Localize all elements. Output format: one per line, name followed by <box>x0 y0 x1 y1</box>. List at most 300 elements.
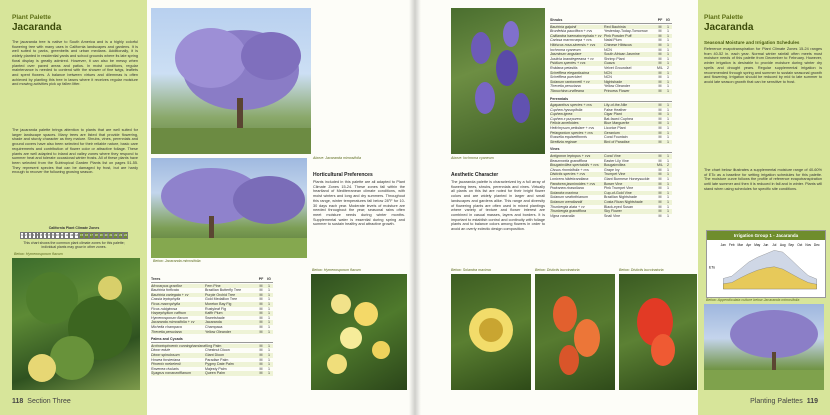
ig-value: 1 <box>667 116 669 121</box>
ig-value: 1 <box>667 135 669 140</box>
month-tick-label: Sep <box>788 243 795 247</box>
zone-cell: 17 <box>89 234 93 237</box>
pf-value: M <box>658 181 662 186</box>
trees-header-row <box>151 277 273 283</box>
pf-value: M <box>658 84 662 89</box>
photo-caption: Below: Distictis buccinatoria <box>535 268 580 272</box>
aesthetic-heading: Aesthetic Character <box>451 172 499 178</box>
pf-value: M <box>658 186 662 191</box>
common-name: King Palm <box>205 343 222 348</box>
shrubs-heading: Shrubs <box>550 18 563 22</box>
common-name: Cup-of-Gold Vine <box>604 190 632 195</box>
perennials-heading: Perennials <box>550 96 569 101</box>
trees-rows <box>151 284 273 335</box>
botanical-name: Psidium species + cvs <box>550 61 586 66</box>
ig-value: 1 <box>667 112 669 117</box>
distictis-photo-1 <box>535 274 615 390</box>
ig-value: 1 <box>667 84 669 89</box>
ig-value: 1 <box>268 288 270 293</box>
ig-value: 1 <box>268 301 270 306</box>
botanical-name: Cissus rhombifolia + cvs <box>550 167 589 172</box>
pf-value: M/L <box>657 163 663 168</box>
pf-value: M <box>259 315 263 320</box>
ig-value: 1 <box>667 154 669 159</box>
pf-value: M <box>259 329 263 334</box>
botanical-name: Distictis species + cvs <box>550 172 586 177</box>
botanical-name: Vigna caracalla <box>550 213 575 218</box>
ig-value: 1 <box>268 311 270 316</box>
common-name: Champaca <box>205 324 223 329</box>
col-ig: IG <box>267 277 271 281</box>
botanical-name: Hymenosporum flavum <box>151 315 188 320</box>
irrigation-heading: Seasonal Moisture and Irrigation Schedules <box>704 40 800 45</box>
ig-value: 1 <box>667 167 669 172</box>
jacaranda-photo-1-svg <box>151 8 311 154</box>
pf-value: M <box>259 348 263 353</box>
ig-value: 1 <box>667 195 669 200</box>
ig-value: 1 <box>268 352 270 357</box>
botanical-name: Hibiscus rosa-sinensis + cvs <box>550 42 596 47</box>
pf-value: M <box>658 213 662 218</box>
common-name: Nightshade <box>604 79 623 84</box>
pf-value: M <box>658 204 662 209</box>
band-label: Plant Palette <box>704 14 744 21</box>
pf-value: M <box>259 292 263 297</box>
col-pf: PF <box>657 18 663 22</box>
zones-caption: California Plant Climate Zones <box>48 226 100 230</box>
pf-value: M <box>658 116 662 121</box>
jacaranda-photo-2-svg <box>151 158 307 258</box>
pf-value: M <box>658 103 662 108</box>
month-tick-label: Oct <box>797 243 803 247</box>
ig-value: 1 <box>667 130 669 135</box>
common-name: Chinese Hibiscus <box>604 42 632 47</box>
botanical-name: Felicia amelloides <box>550 121 579 126</box>
zone-cell: 9 <box>52 234 54 237</box>
common-name: Coral Fountain <box>604 135 628 140</box>
ig-value: 2 <box>667 163 669 168</box>
common-name: Brazilian Nightshade <box>604 195 637 200</box>
ig-value: 1 <box>667 177 669 181</box>
pf-value: M <box>658 177 662 181</box>
common-name: Natal Plum <box>604 38 622 43</box>
distictis-photo-1-svg <box>535 274 615 390</box>
palms-header-row <box>151 337 273 343</box>
col-ig: IG <box>666 18 670 22</box>
intro-paragraph-2: The jacaranda palette brings attention to plants that are well suited for larger landscape spaces. Many trees are listed that provide flowering, shade and sturdy character as they mature. Shrubs, vines, perennials and ground covers have also been selected for their reliable nature, basic care requirements and contribution of flower color or attractive foliage. These plants are well adapted to inland and valley zones where they respond to summer heat and tolerate occasional winter frosts. All of these plants have been selected from the Subtropical Garden Plants list on pages 51-55. They represent species that can be damaged by frost, but are hardy enough to recover the following growing season. <box>12 128 138 175</box>
aesthetic-text: The jacaranda palette is characterized by a full array of flowering trees, shrubs, perennials and vines. Virtually all plants on this list are noted for their bright flower colors and are widely planted in larger and small landscapes and gardens alike. This range and diversity of flowering plants are often used in mixed plantings where variety of texture and flower interest are combined in casual masses, layers and borders. It is important to establish control and continuity with foliage plants and to balance colors among flowers in order to avoid an overly eclectic design composition. <box>451 180 545 232</box>
common-name: Purple Orchid Tree <box>205 292 236 297</box>
ig-value: 1 <box>667 33 669 38</box>
chart-title: Irrigation Group 1 - Jacaranda <box>707 231 825 240</box>
zone-cell: 14 <box>75 234 79 237</box>
ig-value: 1 <box>667 209 669 214</box>
common-name: Red Bauhinia <box>604 24 626 29</box>
common-name: Pink Trumpet Vine <box>604 186 634 191</box>
ig-value: 1 <box>268 357 270 362</box>
zone-cell: 11 <box>60 234 64 237</box>
common-name: Pygmy Date Palm <box>205 362 234 367</box>
botanical-name: Harpephyllum caffrum <box>151 311 187 316</box>
botanical-name: Tibouchina urvilleana <box>550 88 584 93</box>
month-tick-label: Apr <box>746 243 752 247</box>
irrigation-chart-svg <box>707 240 825 297</box>
ig-value: 1 <box>667 190 669 195</box>
left-page-number: 118 <box>12 398 24 405</box>
pf-value: M/L <box>657 65 663 70</box>
common-name: Coral Vine <box>604 154 621 159</box>
ig-value: 1 <box>268 343 270 348</box>
pf-value: M <box>259 320 263 325</box>
vines-heading: Vines <box>550 147 560 152</box>
plant-row <box>550 214 672 219</box>
col-pf: PF <box>258 277 264 281</box>
zone-cell: 10 <box>55 234 59 237</box>
common-name: Geranium <box>604 130 620 135</box>
common-name: Easter Lily Vine <box>604 158 629 163</box>
ig-value: 1 <box>268 348 270 353</box>
month-tick-label: Aug <box>779 243 786 247</box>
trees-table <box>151 277 273 376</box>
ig-value: 1 <box>268 320 270 325</box>
pf-value: M <box>658 107 662 112</box>
botanical-name: Solandra maxima <box>550 190 578 195</box>
zone-cell: 19 <box>99 234 103 237</box>
common-name: Queen Palm <box>205 371 225 376</box>
ig-value: 1 <box>667 199 669 204</box>
common-name: Majesty Palm <box>205 366 227 371</box>
botanical-name: Howea forsteriana <box>151 357 181 362</box>
botanical-name: Solanum wendlandii <box>550 199 583 204</box>
pf-value: M <box>658 79 662 84</box>
botanical-name: Ficus macrophylla <box>151 301 180 306</box>
pf-value: M <box>658 61 662 66</box>
common-name: Black-eyed Susan <box>604 204 633 209</box>
ig-value: 1 <box>667 75 669 80</box>
photo-caption: Below: Solandra maxima <box>451 268 491 272</box>
botanical-name: Bauhinia galpinii <box>550 24 577 29</box>
botanical-name: Schefflera elegantissima <box>550 70 590 75</box>
pf-value: M <box>658 126 662 131</box>
jacaranda-photo-3-svg <box>704 304 824 390</box>
pf-value: M <box>259 362 263 367</box>
common-name: Chestnut Dioon <box>205 348 230 353</box>
pf-value: M <box>658 24 662 29</box>
common-name: Kaffir Plum <box>205 311 223 316</box>
pf-value: M <box>658 135 662 140</box>
ig-value: 1 <box>667 52 669 57</box>
ig-value: 1 <box>667 88 669 93</box>
pf-value: M <box>259 352 263 357</box>
vines-rows <box>550 154 672 218</box>
common-name: Grape Ivy <box>604 167 620 172</box>
botanical-name: Dioon edule <box>151 348 171 353</box>
zone-cell: 12 <box>65 234 69 237</box>
shrubs-header-row <box>550 18 672 24</box>
pf-value: M <box>658 38 662 43</box>
common-name: Giant Dioon <box>205 352 224 357</box>
common-name: Shrimp Plant <box>604 56 625 61</box>
perennials-header-row <box>550 97 672 103</box>
botanical-name: Ficus rubiginosa <box>151 306 178 311</box>
common-name: Trumpet Vine <box>604 172 626 177</box>
botanical-name: Cassia leptophylla <box>151 297 181 302</box>
zone-cell: 5 <box>36 234 39 237</box>
ig-value: 1 <box>667 79 669 84</box>
month-tick-label: Jun <box>763 243 769 247</box>
ig-value: 1 <box>667 126 669 131</box>
botanical-name: Bougainvillea spectabilis + cvs <box>550 163 599 168</box>
common-name: Bat-faced Cuphea <box>604 116 633 121</box>
common-name: South African Jasmine <box>604 52 640 57</box>
ig-value: 2 <box>667 65 669 70</box>
zone-cell: 1 <box>21 234 23 237</box>
pf-value: M <box>658 139 662 144</box>
common-name: Licorice Plant <box>604 126 626 131</box>
common-name: Yellow Oleander <box>604 84 631 89</box>
ig-value: 1 <box>667 29 669 34</box>
ig-value: 1 <box>667 103 669 108</box>
common-name: Yellow Oleander <box>205 329 232 334</box>
left-section-name: Section Three <box>27 398 71 405</box>
jacaranda-photo-3 <box>704 304 824 390</box>
right-page-number: 119 <box>806 398 818 405</box>
pf-value: M <box>259 366 263 371</box>
distictis-photo-2 <box>619 274 697 390</box>
pf-value: M <box>658 167 662 172</box>
shrubs-rows <box>550 25 672 94</box>
botanical-name: Thunbergia alata + cv <box>550 204 585 209</box>
pf-value: M <box>259 301 263 306</box>
common-name: Velvet Groundsel <box>604 65 632 70</box>
botanical-name: Calliandra haematocephala + cv <box>550 33 602 38</box>
common-name: False Heather <box>604 107 627 112</box>
botanical-name: Thunbergia grandiflora <box>550 209 587 214</box>
ig-value: 1 <box>667 139 669 144</box>
ig-value: 1 <box>268 315 270 320</box>
solandra-photo-svg <box>451 274 531 390</box>
month-tick-label: Dec <box>813 243 820 247</box>
hymenosporum-flower-photo <box>311 274 407 390</box>
month-tick-label: Jul <box>772 243 777 247</box>
botanical-name: Archontophoenix cunninghamiana <box>151 343 205 348</box>
band-label: Plant Palette <box>12 14 52 21</box>
band-title: Jacaranda <box>12 22 62 33</box>
common-name: Guava <box>604 61 615 66</box>
common-name: Fern Pine <box>205 283 221 288</box>
ig-value: 1 <box>667 70 669 75</box>
shrubs-table <box>550 18 672 218</box>
pf-value: M <box>658 199 662 204</box>
pf-value: M <box>658 42 662 47</box>
pf-value: M <box>658 130 662 135</box>
botanical-name: Lonicera hildebrandiana <box>550 177 589 181</box>
hymenosporum-photo-svg <box>12 258 140 390</box>
botanical-name: Syagrus romanzoffianum <box>151 371 191 376</box>
botanical-name: Michelia champaca <box>151 324 182 329</box>
pf-value: M <box>658 195 662 200</box>
botanical-name: Dioon spinulosum <box>151 352 180 357</box>
pf-value: M <box>259 288 263 293</box>
common-name: NCN <box>604 70 612 75</box>
common-name: Bougainvillea <box>604 163 626 168</box>
botanical-name: Cuphea hyssopifolia <box>550 107 583 112</box>
zone-cell: 18 <box>94 234 98 237</box>
botanical-name: Solanum seaforthianum <box>550 195 588 200</box>
series-label: ETo <box>709 265 716 270</box>
month-tick-label: Mar <box>737 243 743 247</box>
photo-caption: Above: Iochroma cyaneum <box>451 156 494 160</box>
botanical-name: Brunfelsia pauciflora + cvs <box>550 29 593 34</box>
ig-value: 1 <box>667 204 669 209</box>
ig-value: 1 <box>268 324 270 329</box>
pf-value: M <box>658 75 662 80</box>
common-name: Bird of Paradise <box>604 139 630 144</box>
zone-cell: 22 <box>114 234 118 237</box>
ig-value: 1 <box>268 283 270 288</box>
common-name: Brazilian Butterfly Tree <box>205 288 242 293</box>
botanical-name: Pandorea jasminoides + cvs <box>550 181 596 186</box>
common-name: Moreton Bay Fig <box>205 301 232 306</box>
horticultural-heading: Horticultural Preferences <box>313 172 373 178</box>
intro-paragraph-1: The jacaranda tree is native to South America and is a highly colorful flowering tree with many uses in California landscapes and gardens. It is well suited to parks, greenbelts and urban medians. Additionally, it is widely planted in residential yards and school grounds where its late spring floral display is greatly admired. However, it can also be messy when planted over paved areas and patios. In moist conditions, regular maintenance is needed to contend with the shower of fine twigs, leaflets and spent flowers. A balance between virtues and dilemmas is often achieved by planting this tree in lawns where it receives regular moisture and mowing activities pick up fallen litter. <box>12 40 138 87</box>
botanical-name: Bauhinia variegata + cv <box>151 292 189 297</box>
pf-value: M <box>658 154 662 159</box>
ig-value: 1 <box>268 306 270 311</box>
ig-value: 1 <box>667 121 669 126</box>
botanical-name: Ravenea rivularis <box>151 366 179 371</box>
zones-strip <box>20 232 128 239</box>
botanical-name: Cuphea x purpurea <box>550 116 581 121</box>
photo-caption: Below: Distictis buccinatoria <box>619 268 664 272</box>
common-name: Jacaranda <box>205 320 222 325</box>
palms-heading: Palms and Cycads <box>151 337 183 342</box>
ig-value: 1 <box>268 329 270 334</box>
plant-row <box>151 330 273 335</box>
common-name: Yesterday-Today-Tomorrow <box>604 29 648 34</box>
ig-value: 1 <box>268 292 270 297</box>
right-footer <box>750 398 818 405</box>
pf-value: M <box>658 172 662 177</box>
zone-cell: 20 <box>104 234 108 237</box>
common-name: Sweetshade <box>205 315 225 320</box>
botanical-name: Jasminum angulare <box>550 52 582 57</box>
pf-value: M <box>259 306 263 311</box>
ig-value: 1 <box>268 362 270 367</box>
distictis-photo-2-svg <box>619 274 697 390</box>
photo-caption: Below: Hymenosporum flavum <box>312 268 361 272</box>
perennials-rows <box>550 103 672 144</box>
pf-value: M <box>259 297 263 302</box>
ig-value: 1 <box>268 297 270 302</box>
common-name: Sky Flower <box>604 209 622 214</box>
pf-value: M <box>658 112 662 117</box>
ig-value: 1 <box>667 24 669 29</box>
solandra-photo <box>451 274 531 390</box>
left-footer <box>12 398 71 405</box>
botanical-name: Beaumontia grandiflora <box>550 158 588 163</box>
horticultural-text: Plants included in this palette are all adapted to Plant Climate Zones 15-24. These zones fall within the heartland of Mediterranean climate conditions, with moist winters and long and dry summers. Throughout this range, winter temperatures fall below 28°F for 10-30 days each year. Moderate levels of moisture are needed throughout the year; seasonal rains often meet moisture needs during winter months. Supplemental water is essential during spring and summer to sustain healthy and attractive growth. <box>313 180 405 227</box>
botanical-name: Russelia equisetiformis <box>550 135 587 140</box>
jacaranda-photo-2 <box>151 158 307 258</box>
common-name: NCN <box>604 75 612 80</box>
zone-cell: 3 <box>28 234 31 237</box>
botanical-name: Carissa macrocarpa + cvs <box>550 38 592 43</box>
pf-value: M <box>259 371 263 376</box>
pf-value: M <box>658 190 662 195</box>
zone-cell: 13 <box>70 234 74 237</box>
right-page <box>415 0 830 415</box>
botanical-name: Iochroma cyaneum <box>550 47 581 52</box>
ig-value: 1 <box>268 366 270 371</box>
common-name: Pink Powder Puff <box>604 33 632 38</box>
zone-cell: 16 <box>85 234 88 237</box>
botanical-name: Solanum rantonnetii + cv <box>550 79 590 84</box>
zone-cell: 4 <box>32 234 35 237</box>
vines-header-row <box>550 147 672 153</box>
month-tick-label: Jan <box>720 243 726 247</box>
plant-row <box>550 89 672 94</box>
ig-value: 1 <box>667 42 669 47</box>
iochroma-photo-svg <box>451 8 545 154</box>
palms-rows <box>151 344 273 376</box>
common-name: Rustyleaf Fig <box>205 306 226 311</box>
irrigation-text-2: The chart below illustrates a supplemental moisture range of 40-60% of ETo as a baseline for setting irrigation schedules for this palette. The moisture curve follows the profile of reference evapotranspiration until late summer and then it is reduced in fall and in winter. Plants will stand when using schedules for specific site conditions. <box>704 168 822 191</box>
zone-cell: 8 <box>48 234 50 237</box>
botanical-name: Strelitzia reginae <box>550 139 577 144</box>
pf-value: M <box>658 88 662 93</box>
month-tick-label: Nov <box>805 243 812 247</box>
jacaranda-photo-1 <box>151 8 311 154</box>
hymenosporum-flower-photo-svg <box>311 274 407 390</box>
common-name: Lily-of-the-Nile <box>604 103 628 108</box>
botanical-name: Roldana petasitis <box>550 65 578 70</box>
plant-row <box>550 140 672 145</box>
ig-value: 1 <box>667 56 669 61</box>
pf-value: M <box>658 70 662 75</box>
zone-cell: 23 <box>119 234 123 237</box>
botanical-name: Jacaranda mimosifolia + cv <box>151 320 195 325</box>
ig-value: 1 <box>667 172 669 177</box>
zone-cell: 6 <box>40 234 43 237</box>
common-name: Blue Marguerite <box>604 121 630 126</box>
pf-value: M <box>658 121 662 126</box>
zones-note: This chart shows the common plant climate zones for this palette; individual plants may grow in other zones. <box>23 241 125 249</box>
common-name: Cigar Plant <box>604 112 622 117</box>
irrigation-chart <box>706 230 826 298</box>
ig-value: 1 <box>667 186 669 191</box>
pf-value: M <box>658 33 662 38</box>
common-name: Giant Burmese Honeysuckle <box>604 177 650 181</box>
botanical-name: Podranea ricasoliana <box>550 186 584 191</box>
botanical-name: Cuphea ignea <box>550 112 573 117</box>
common-name: Costa Rican Nightshade <box>604 199 643 204</box>
pf-value: M <box>658 47 662 52</box>
book-gutter <box>409 0 421 415</box>
pf-value: M <box>658 158 662 163</box>
ig-value: 1 <box>667 181 669 186</box>
photo-caption: Below: Appendiculata culture below Jacaranda mimosifolia <box>706 298 800 302</box>
common-name: Princess Flower <box>604 88 630 93</box>
pf-value: M <box>658 52 662 57</box>
trees-heading: Trees <box>151 277 161 281</box>
botanical-name: Schefflera pueckleri <box>550 75 582 80</box>
photo-caption: Above: Jacaranda mimosifolia <box>313 156 361 160</box>
ig-value: 1 <box>667 158 669 163</box>
pf-value: M <box>259 283 263 288</box>
botanical-name: Phoenix roebelenii <box>151 362 181 367</box>
botanical-name: Thevetia peruviana <box>550 84 581 89</box>
